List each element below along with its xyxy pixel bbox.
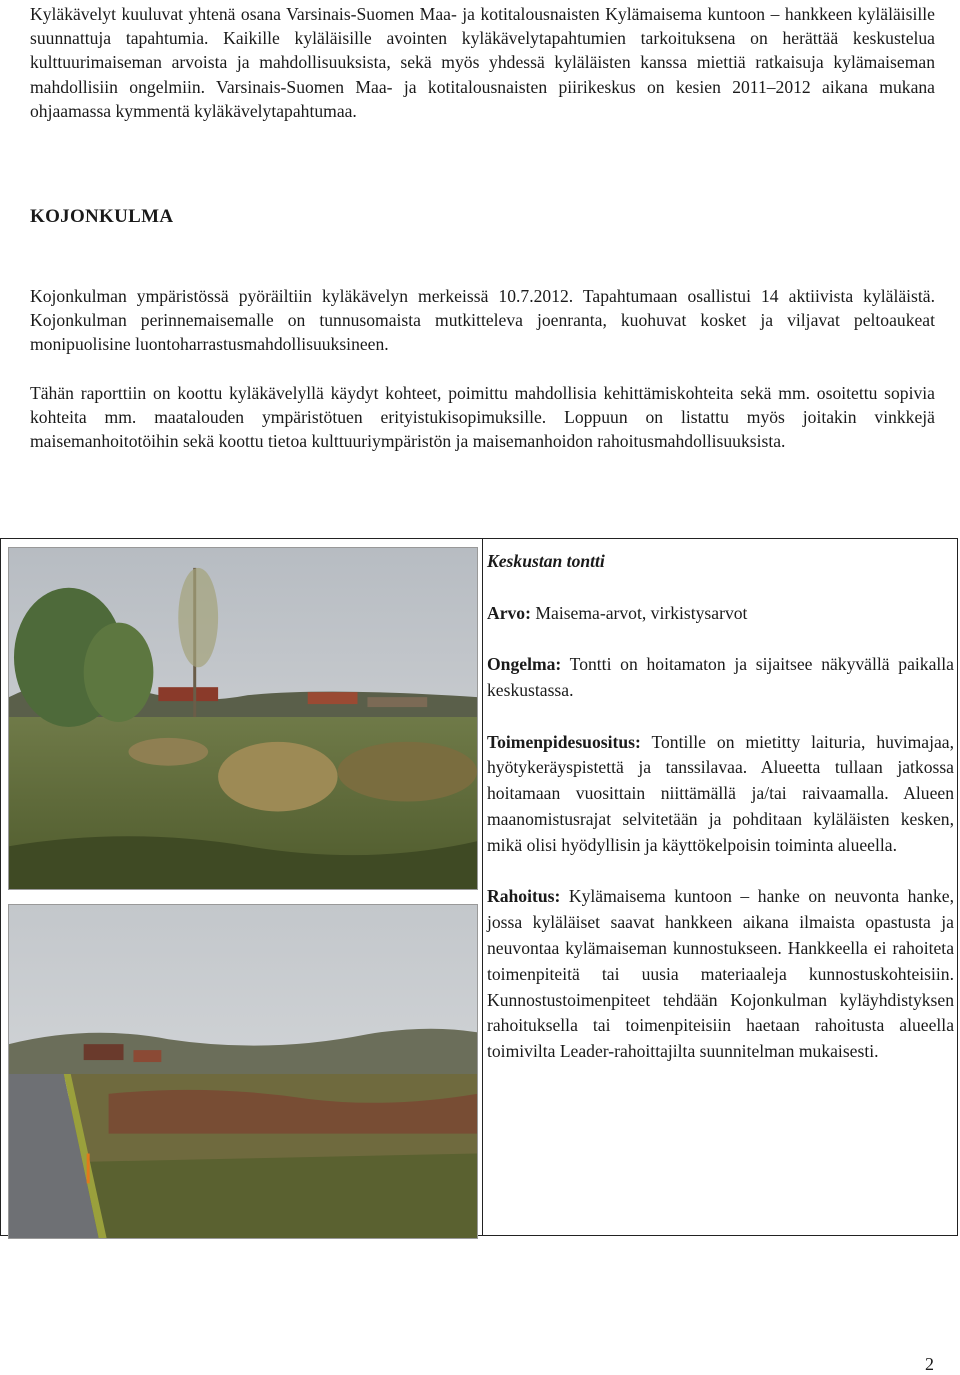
page-number: 2 <box>925 1354 934 1374</box>
section-paragraph-1: Kojonkulman ympäristössä pyöräiltiin kyläkävelyn merkeissä 10.7.2012. Tapahtumaan osallistui 14 aktiivista kyläläistä. Kojonkulman perinnemaisemalle on tunnusomaista mutkitteleva joenranta, kuohuvat kosket ja viljavat peltoaukeat monipuolisine luontoharrastusmahdollisuuksineen. <box>30 286 935 355</box>
site-photo-roadside-field <box>8 904 478 1239</box>
ongelma-text: Tontti on hoitamaton ja sijaitsee näkyvällä paikalla keskustassa. <box>487 654 954 700</box>
section-body <box>30 284 935 477</box>
toimenpide-label: Toimenpidesuositus: <box>487 731 641 752</box>
section-paragraph-2: Tähän raporttiin on koottu kyläkävelyllä käydyt kohteet, poimittu mahdollisia kehittämiskohteita sekä mm. osoitettu sopivia kohteita mm. maatalouden ympäristötuen erityistukisopimuksille. Loppuun on listattu myös joitakin vinkkejä maisemanhoitotöihin sekä koottu tietoa kulttuuriympäristön ja maisemanhoidon rahoitusmahdollisuuksista. <box>30 382 935 452</box>
intro-text <box>30 2 935 123</box>
arvo-text: Maisema-arvot, virkistysarvot <box>530 602 748 623</box>
site-table <box>0 538 958 1236</box>
section-heading: KOJONKULMA <box>30 206 174 227</box>
site-title: Keskustan tontti <box>487 551 605 571</box>
site-value <box>487 601 954 627</box>
rahoitus-label: Rahoitus: <box>487 886 561 907</box>
toimenpide-text: Tontille on mietitty laituria, huvimajaa, hyötykeräyspistettä ja tanssilavaa. Alueetta tullaan jatkossa hoitamaan vuosittain niittämällä ja/tai raivaamalla. Alueen maanomistusrajat selvitetään ja pohditaan kyläläisten kesken, mikä olisi hyödyllisin ja käyttökelpoisin toiminta alueella. <box>487 731 954 855</box>
site-problem <box>487 652 954 704</box>
intro-paragraph: Kyläkävelyt kuuluvat yhtenä osana Varsinais-Suomen Maa- ja kotitalousnaisten Kylämaisema kuntoon – hankkeen kyläläisille suunnattuja tapahtumia. Kaikille kyläläisille avointen kyläkävelytapahtumien tarkoituksena on herättää keskustelua kulttuurimaiseman arvoista ja mahdollisuuksista, sekä myös yhdessä kyläläisten kanssa miettiä ratkaisuja kylämaiseman mahdollisiin ongelmiin. Varsinais-Suomen Maa- ja kotitalousnaisten piirikeskus on kesien 2011–2012 aikana mukana ohjaamassa kymmentä kyläkävelytapahtumaa. <box>30 4 935 121</box>
ongelma-label: Ongelma: <box>487 654 562 675</box>
site-photo-overgrown-lot <box>8 547 478 890</box>
arvo-label: Arvo: <box>487 602 531 623</box>
site-description <box>487 549 954 1091</box>
site-recommendation <box>487 730 954 859</box>
table-divider <box>482 539 483 1235</box>
site-funding <box>487 884 954 1065</box>
rahoitus-text: Kylämaisema kuntoon – hanke on neuvonta hanke, jossa kyläläiset saavat hankkeen aikana ilmaista opastusta ja neuvontaa kylämaiseman kunnostukseen. Hankkeella ei rahoiteta toimenpiteitä tai uusia materiaaleja kunnostuskohteisiin. Kunnostustoimenpiteet tehdään Kojonkulman kyläyhdistyksen rahoituksella tai toimenpiteisiin haetaan rahoitusta alueella toimivilta Leader-rahoittajilta suunnitelman mukaisesti. <box>487 886 954 1062</box>
